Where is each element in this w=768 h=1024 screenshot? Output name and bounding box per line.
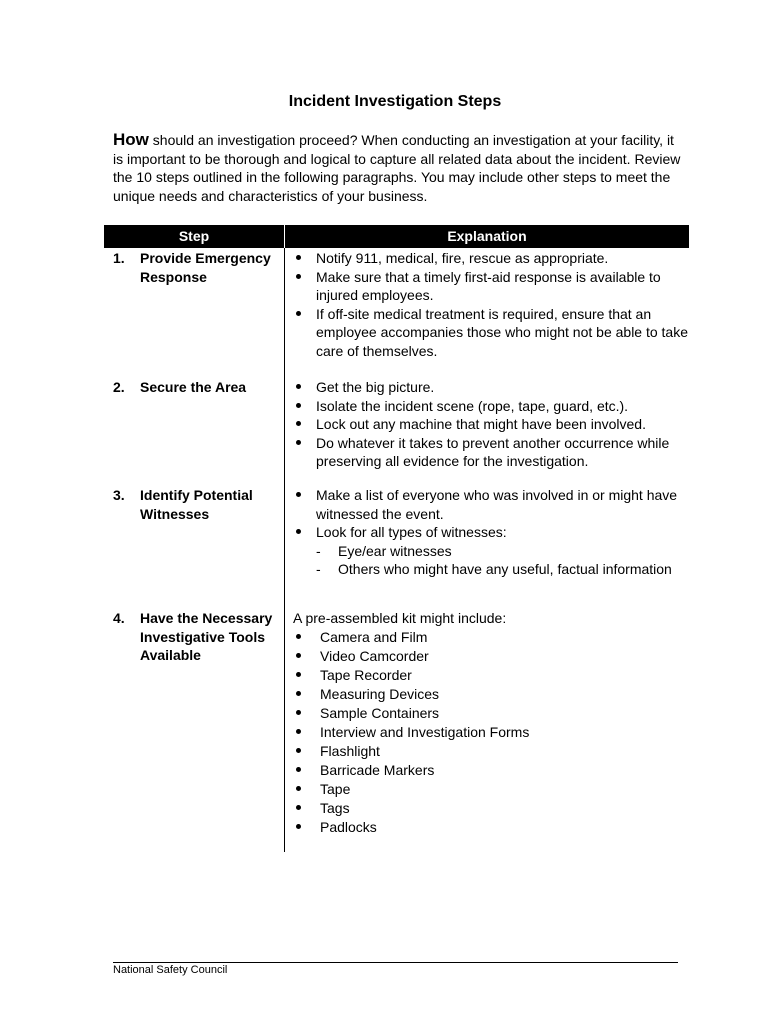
kit-intro: A pre-assembled kit might include: bbox=[293, 610, 507, 626]
intro-lead-word: How bbox=[113, 130, 149, 149]
kit-item: Interview and Investigation Forms bbox=[293, 723, 688, 742]
step-explanation bbox=[293, 378, 688, 471]
step-name: Provide Emergency Response bbox=[140, 250, 271, 285]
header-explanation: Explanation bbox=[447, 228, 527, 244]
kit-item: Video Camcorder bbox=[293, 647, 688, 666]
bullet-item: Look for all types of witnesses: bbox=[293, 523, 688, 542]
step-number: 2. bbox=[113, 379, 125, 395]
table-header bbox=[104, 225, 689, 248]
intro-paragraph bbox=[113, 131, 683, 205]
step-number: 3. bbox=[113, 487, 125, 503]
kit-item: Camera and Film bbox=[293, 628, 688, 647]
step-explanation bbox=[293, 249, 688, 360]
dash-item: - Others who might have any useful, factual information bbox=[316, 560, 688, 579]
kit-item: Padlocks bbox=[293, 818, 688, 837]
kit-item: Tape Recorder bbox=[293, 666, 688, 685]
bullet-item: Make sure that a timely first-aid response is available to injured employees. bbox=[293, 268, 688, 305]
intro-text: should an investigation proceed? When conducting an investigation at your facility, it is important to be thorough and logical to capture all related data about the incident. Review the 10 steps outlined in the following paragraphs. You may include other steps to meet the unique needs and characteristics of your business. bbox=[113, 132, 681, 204]
kit-item: Flashlight bbox=[293, 742, 688, 761]
step-number: 1. bbox=[113, 250, 125, 266]
bullet-item: Isolate the incident scene (rope, tape, guard, etc.). bbox=[293, 397, 688, 416]
step-name: Secure the Area bbox=[140, 379, 247, 395]
step-number: 4. bbox=[113, 610, 125, 626]
step-explanation bbox=[293, 609, 688, 838]
step-explanation bbox=[293, 486, 688, 579]
bullet-item: Notify 911, medical, fire, rescue as appropriate. bbox=[293, 249, 688, 268]
dash-item: - Eye/ear witnesses bbox=[316, 542, 688, 561]
kit-item: Barricade Markers bbox=[293, 761, 688, 780]
kit-item: Sample Containers bbox=[293, 704, 688, 723]
bullet-item: Get the big picture. bbox=[293, 378, 688, 397]
footer-text: National Safety Council bbox=[113, 964, 228, 976]
bullet-item: Lock out any machine that might have been involved. bbox=[293, 415, 688, 434]
kit-item: Tape bbox=[293, 780, 688, 799]
bullet-item: Make a list of everyone who was involved in or might have witnessed the event. bbox=[293, 486, 688, 523]
page-title: Incident Investigation Steps bbox=[288, 93, 502, 110]
kit-item: Tags bbox=[293, 799, 688, 818]
step-name: Have the Necessary Investigative Tools Available bbox=[140, 610, 273, 663]
header-step: Step bbox=[178, 228, 210, 244]
step-name: Identify Potential Witnesses bbox=[140, 487, 253, 522]
kit-item: Measuring Devices bbox=[293, 685, 688, 704]
footer-divider bbox=[113, 962, 678, 963]
column-divider bbox=[284, 248, 285, 852]
bullet-item: If off-site medical treatment is required, ensure that an employee accompanies those who might not be able to take care of themselves. bbox=[293, 305, 688, 361]
bullet-item: Do whatever it takes to prevent another occurrence while preserving all evidence for the investigation. bbox=[293, 434, 688, 471]
